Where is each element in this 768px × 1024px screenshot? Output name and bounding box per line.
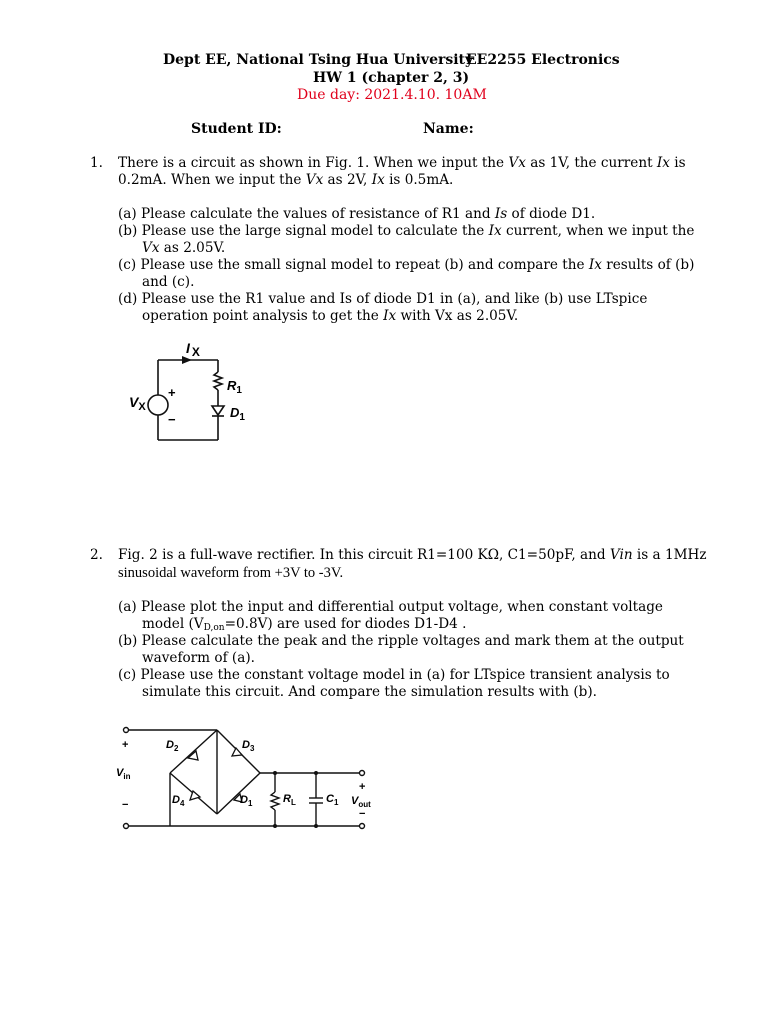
fig1-diode-d1 (212, 406, 224, 415)
student-id-label: Student ID: (191, 121, 282, 137)
header-hw: HW 1 (chapter 2, 3) (313, 70, 470, 86)
fig2-output-terminal-top (360, 771, 365, 776)
fig1-current-label: I X (186, 340, 200, 359)
q1-intro-line1: There is a circuit as shown in Fig. 1. When we input the Vx as 1V, the current Ix is (118, 155, 686, 171)
q2-part-b-line1: (b) Please calculate the peak and the ripple voltages and mark them at the output (118, 633, 684, 649)
q2-number: 2. (90, 547, 103, 563)
fig2-d2-label: $D_2$ (166, 739, 179, 753)
q1-part-b-line2: Vx as 2.05V. (142, 240, 226, 256)
q2-part-a-line1: (a) Please plot the input and differential output voltage, when constant voltage (118, 599, 663, 615)
fig2-d3-label: $D_3$ (242, 739, 255, 753)
fig2-input-minus: − (122, 799, 129, 811)
q1-part-d-line1: (d) Please use the R1 value and Is of diode D1 in (a), and like (b) use LTspice (118, 291, 648, 307)
fig2-resistor-rl (271, 792, 279, 810)
fig2-input-plus: + (122, 739, 129, 751)
fig2-bridge-d1-arm (217, 773, 260, 814)
q1-part-c-line2: and (c). (142, 274, 195, 290)
q1-part-c-line1: (c) Please use the small signal model to repeat (b) and compare the Ix results of (b) (118, 257, 695, 273)
fig1-minus: − (168, 412, 176, 427)
header-course: EE2255 Electronics (466, 52, 620, 68)
q1-intro-line2: 0.2mA. When we input the Vx as 2V, Ix is 0.5mA. (118, 172, 454, 188)
fig2-diode-d3 (232, 748, 242, 756)
q2-part-b-line2: waveform of (a). (142, 650, 255, 666)
fig2-c1-label: $C_1$ (326, 793, 339, 807)
fig2-node-dot (314, 771, 318, 775)
fig1-plus: + (168, 385, 176, 400)
q1-part-a: (a) Please calculate the values of resistance of R1 and Is of diode D1. (118, 206, 596, 222)
fig2-node-dot (273, 771, 277, 775)
fig1-voltage-source (148, 395, 168, 415)
q2-part-c-line1: (c) Please use the constant voltage model in (a) for LTspice transient analysis to (118, 667, 670, 683)
header-dept: Dept EE, National Tsing Hua University (163, 52, 474, 68)
figure-2-rectifier (110, 720, 390, 840)
q1-part-b-line1: (b) Please use the large signal model to calculate the Ix current, when we input the (118, 223, 695, 239)
fig2-d4-label: $D_4$ (172, 794, 185, 808)
due-date: Due day: 2021.4.10. 10AM (297, 87, 487, 103)
fig1-resistor-r1 (214, 372, 222, 390)
name-label: Name: (423, 121, 474, 137)
fig2-node-dot (273, 824, 277, 828)
fig2-input-terminal-bottom (124, 824, 129, 829)
fig2-output-terminal-bottom (360, 824, 365, 829)
fig2-vin-label: $V_{in}$ (116, 767, 131, 781)
fig2-rl-label: $R_L$ (283, 793, 296, 807)
fig2-output-minus: − (359, 808, 366, 820)
q2-part-c-line2: simulate this circuit. And compare the simulation results with (b). (142, 684, 597, 700)
figure-1-circuit (120, 335, 270, 450)
q2-intro-line2: sinusoidal waveform from +3V to -3V. (118, 565, 344, 581)
q1-number: 1. (90, 155, 103, 171)
q2-intro-line1: Fig. 2 is a full-wave rectifier. In this circuit R1=100 KΩ, C1=50pF, and Vin is a 1MHz (118, 547, 707, 563)
q2-part-a-line2: model $(V_{D,on}=0.8V)$ are used for diodes D1-D4 . (142, 616, 467, 633)
fig1-voltage-label: $V_X$ (129, 394, 146, 413)
fig2-input-terminal-top (124, 728, 129, 733)
fig2-output-plus: + (359, 781, 366, 793)
q1-part-d-line2: operation point analysis to get the Ix with Vx as 2.05V. (142, 308, 519, 324)
fig1-d1-label: $D_1$ (230, 405, 245, 423)
fig2-d1-label: $D_1$ (240, 794, 253, 808)
fig2-node-dot (314, 824, 318, 828)
fig1-r1-label: $R_1$ (227, 378, 242, 396)
fig2-vout-label: $V_{out}$ (351, 795, 371, 809)
fig1-current-arrow (182, 356, 192, 364)
